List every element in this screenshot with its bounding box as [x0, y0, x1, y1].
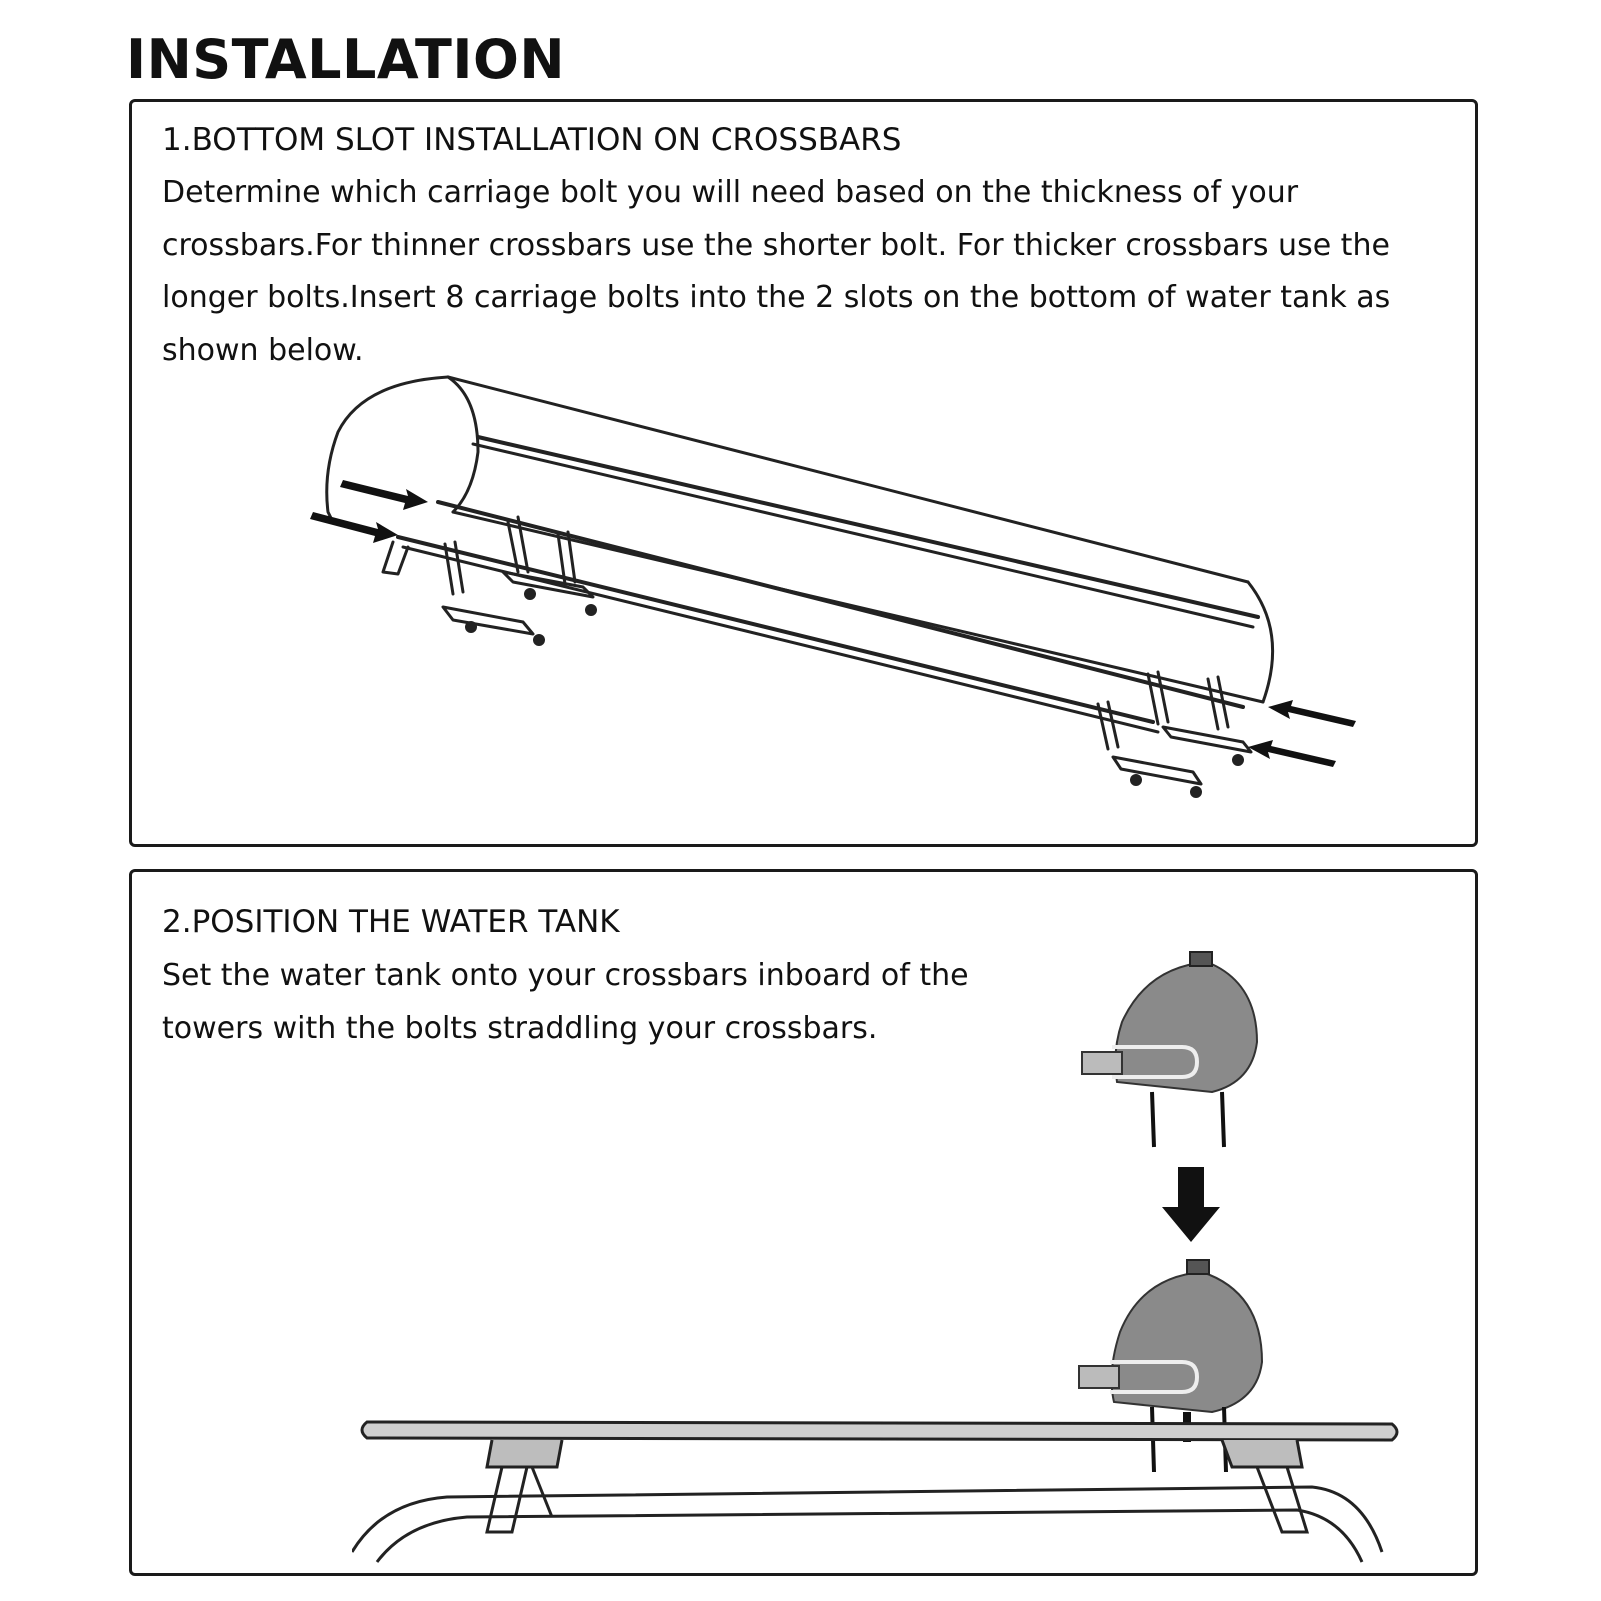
step-1-heading: 1.BOTTOM SLOT INSTALLATION ON CROSSBARS — [162, 122, 902, 158]
step-1-panel — [129, 99, 1478, 847]
car-roof-outline — [352, 1487, 1382, 1562]
step-1-instructions: Determine which carriage bolt you will need based on the thickness of your crossbars.For thinner crossbars use the shorter bolt. For thicker crossbars use the longer bolts.Insert 8 carriage bolts into the 2 slots on the bottom of water tank as shown below. — [162, 175, 1391, 368]
page-title: INSTALLATION — [126, 28, 566, 91]
step-2-panel — [129, 869, 1478, 1576]
arrow-down-icon — [1162, 1167, 1220, 1242]
tank-bottom-slot-illustration — [303, 372, 1363, 832]
step-2-heading: 2.POSITION THE WATER TANK — [162, 904, 620, 940]
tank-on-crossbar-illustration — [352, 942, 1472, 1572]
tank-end-view-top — [1082, 952, 1257, 1147]
step-2-instructions: Set the water tank onto your crossbars inboard of the towers with the bolts straddling your crossbars. — [162, 958, 969, 1046]
crossbar — [362, 1422, 1397, 1440]
